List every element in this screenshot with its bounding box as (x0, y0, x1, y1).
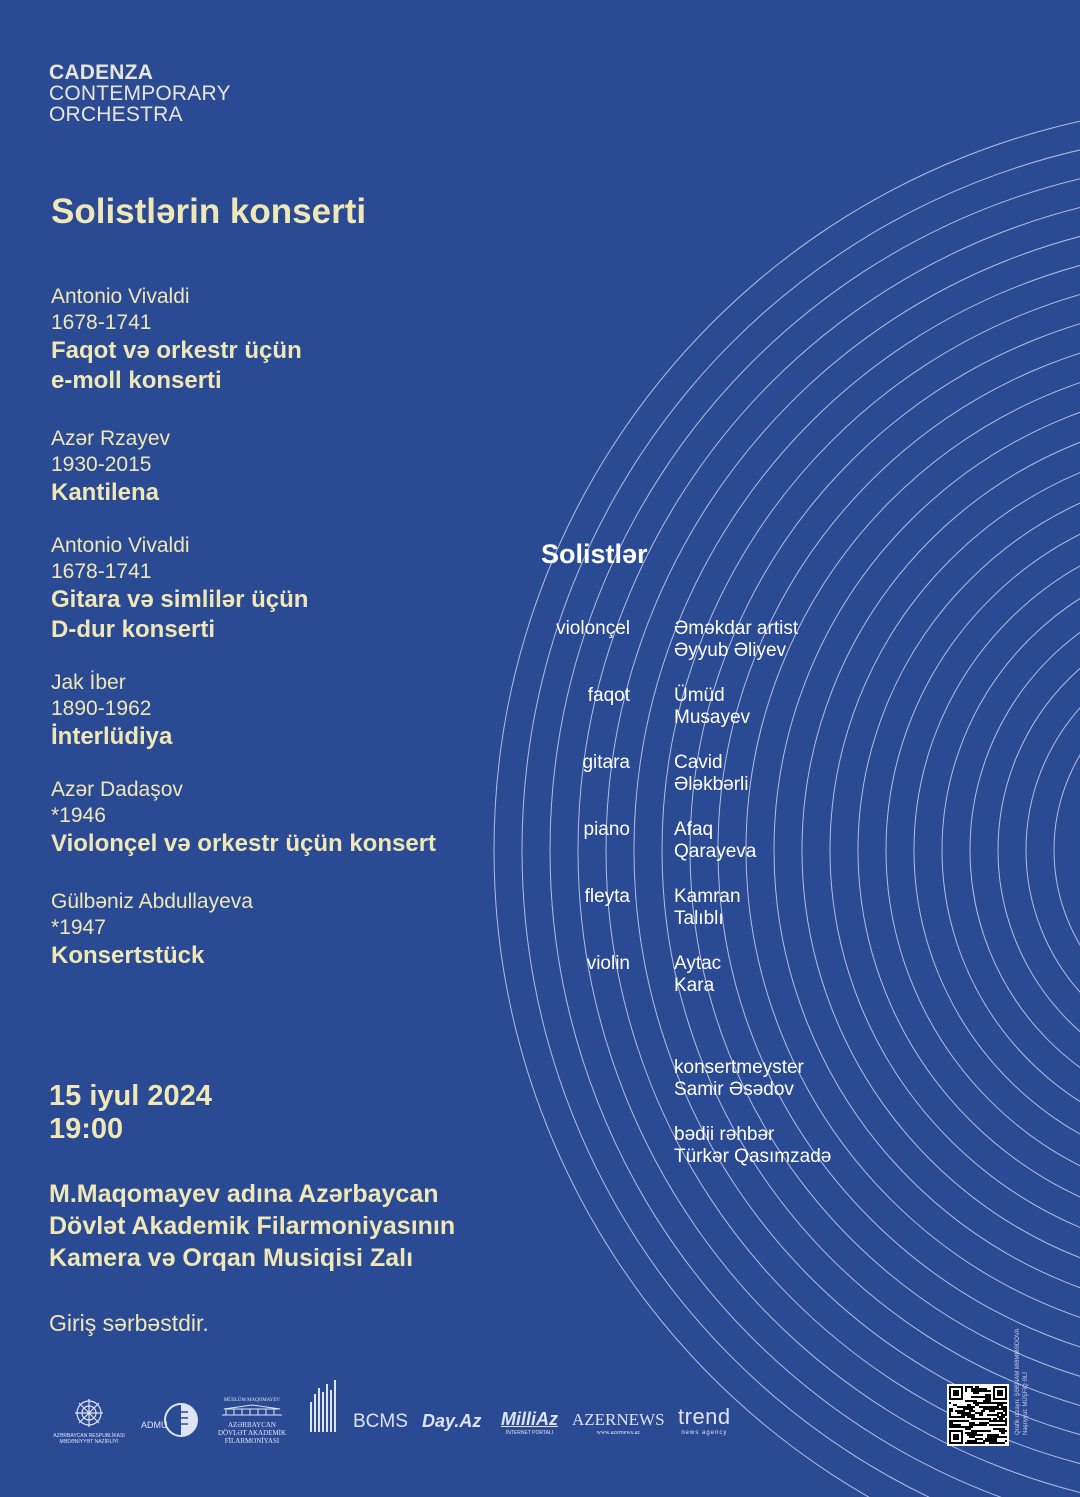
soloist-name-line2: Kara (674, 975, 715, 996)
work-title: İnterlüdiya (51, 723, 173, 750)
credit-line2: Nəşriyyat: MÜŞFİQ ƏLİ (1023, 1372, 1029, 1435)
composer-years: 1678-1741 (51, 560, 152, 583)
qr-code[interactable] (947, 1384, 1009, 1446)
program-item (51, 670, 172, 752)
soloist-name-line2: Talıblı (674, 908, 724, 929)
philharmonic-top-label: MÜSLÜM MAQOMAYEV (223, 1398, 281, 1403)
azernews-label: AZERNEWS (572, 1410, 665, 1429)
azernews-sub-label: www.azernews.az (596, 1430, 640, 1436)
work-title: Violonçel və orkestr üçün konsert (51, 830, 437, 857)
music-center-logo (308, 1380, 338, 1445)
trend-logo (678, 1404, 731, 1436)
ring (774, 384, 1080, 1316)
ring (914, 524, 1080, 1176)
soloist-name-line1: Ümüd (674, 685, 725, 706)
instrument-label: faqot (587, 685, 630, 706)
ministry-logo (48, 1398, 130, 1445)
event-time: 19:00 (49, 1113, 124, 1145)
admu-label: ADMU (141, 1420, 168, 1430)
ring (942, 552, 1080, 1148)
director-role: bədii rəhbər (674, 1124, 775, 1145)
soloist-name (674, 886, 741, 930)
ring (970, 580, 1080, 1120)
composer-years: *1946 (51, 804, 106, 827)
work-title-line2: D-dur konserti (51, 616, 216, 643)
ornament-icon (72, 1398, 106, 1428)
director-name: Türkər Qasımzadə (674, 1146, 832, 1167)
milliaz-label: MilliAz (501, 1409, 558, 1429)
ring (494, 104, 1080, 1497)
orchestra-logo (49, 62, 231, 125)
venue-line2: Dövlət Akademik Filarmoniyasının (49, 1212, 456, 1240)
milliaz-logo (501, 1409, 558, 1436)
soloist-name (674, 618, 798, 662)
work-title-line2: e-moll konserti (51, 367, 222, 394)
azernews-logo (572, 1410, 665, 1436)
soloist-name (674, 953, 721, 997)
event-date: 15 iyul 2024 (49, 1080, 212, 1112)
logo-line-1: CADENZA (49, 61, 154, 84)
instrument-label: violin (586, 953, 630, 974)
concertmaster (674, 1057, 804, 1101)
soloist-name-line2: Qarayeva (674, 841, 757, 862)
program-item (51, 889, 253, 971)
ring (886, 496, 1080, 1204)
composer-name: Gülbəniz Abdullayeva (51, 890, 253, 913)
concertmaster-role: konsertmeyster (674, 1057, 804, 1078)
concertmaster-name: Samir Əsədov (674, 1079, 794, 1100)
ring (998, 608, 1080, 1092)
program-item (51, 284, 302, 396)
soloist-name-line2: Musayev (674, 707, 751, 728)
artistic-director (674, 1124, 831, 1168)
composer-name: Azər Dadaşov (51, 778, 183, 801)
milliaz-sub-label: İNTERNET PORTALI (505, 1430, 554, 1436)
credit-line1: Qrafik dizayn: ŞƏBNAM MƏMMƏDOVA (1015, 1328, 1021, 1435)
building-icon (220, 1404, 284, 1416)
design-credits (1015, 1325, 1035, 1435)
ring (522, 132, 1080, 1497)
work-title: Konsertstück (51, 942, 205, 969)
organ-pipes-icon (308, 1380, 338, 1440)
composer-years: *1947 (51, 916, 106, 939)
work-title: Faqot və orkestr üçün (51, 337, 302, 364)
soloist-name-line1: Aytac (674, 953, 722, 974)
logo-line-2: CONTEMPORARY (49, 82, 231, 105)
entry-note: Giriş sərbəstdir. (49, 1310, 209, 1336)
philharmonic-label: AZƏRBAYCAN DÖVLƏT AKADEMİK FİLARMONİYASI (217, 1421, 287, 1445)
ring (1054, 664, 1080, 1036)
soloist-name-line1: Kamran (674, 886, 741, 907)
ring (858, 468, 1080, 1232)
work-title: Kantilena (51, 479, 160, 506)
concert-title: Solistlərin konserti (51, 192, 367, 231)
event-datetime (49, 1080, 212, 1146)
soloist-name (674, 819, 756, 863)
composer-years: 1678-1741 (51, 311, 152, 334)
composer-name: Antonio Vivaldi (51, 285, 190, 308)
soloist-name-line1: Əməkdar artist (674, 618, 799, 639)
bcms-logo: BCMS (353, 1411, 408, 1432)
instrument-label: piano (583, 819, 630, 840)
composer-name: Jak İber (51, 671, 126, 694)
program-item (51, 426, 170, 508)
soloist-name (674, 752, 749, 796)
trend-sub-label: news agency (681, 1430, 728, 1436)
soloist-name-line1: Cavid (674, 752, 723, 773)
qr-code-icon (947, 1384, 1009, 1446)
composer-name: Antonio Vivaldi (51, 534, 190, 557)
work-title: Gitara və simlilər üçün (51, 586, 309, 613)
soloist-name-line2: Əyyub Əliyev (674, 640, 787, 661)
ring (802, 412, 1080, 1288)
soloist-name-line1: Afaq (674, 819, 714, 840)
composer-years: 1930-2015 (51, 453, 152, 476)
logo-line-3: ORCHESTRA (49, 103, 183, 126)
composer-name: Azər Rzayev (51, 427, 171, 450)
soloist-name-line2: Ələkbərli (674, 774, 749, 795)
ring (1026, 636, 1080, 1064)
composer-years: 1890-1962 (51, 697, 152, 720)
instrument-label: violonçel (556, 618, 630, 639)
soloists-heading: Solistlər (541, 539, 648, 569)
program-item (51, 533, 308, 645)
program-item (51, 777, 436, 859)
trend-label: trend (678, 1404, 731, 1429)
philharmonic-logo (214, 1398, 290, 1445)
venue-line3: Kamera və Orqan Musiqisi Zalı (49, 1244, 414, 1272)
admu-logo (141, 1402, 199, 1443)
instrument-label: fleyta (584, 886, 630, 907)
instrument-label: gitara (582, 752, 630, 773)
dayaz-logo: Day.Az (422, 1411, 482, 1431)
ring (830, 440, 1080, 1260)
ring (746, 356, 1080, 1344)
venue-line1: M.Maqomayev adına Azərbaycan (49, 1180, 439, 1208)
event-venue (49, 1178, 455, 1274)
ministry-label: AZƏRBAYCAN RESPUBLİKASI MƏDƏNİYYƏT NAZİRLİYİ (53, 1433, 125, 1445)
soloist-name (674, 685, 750, 729)
